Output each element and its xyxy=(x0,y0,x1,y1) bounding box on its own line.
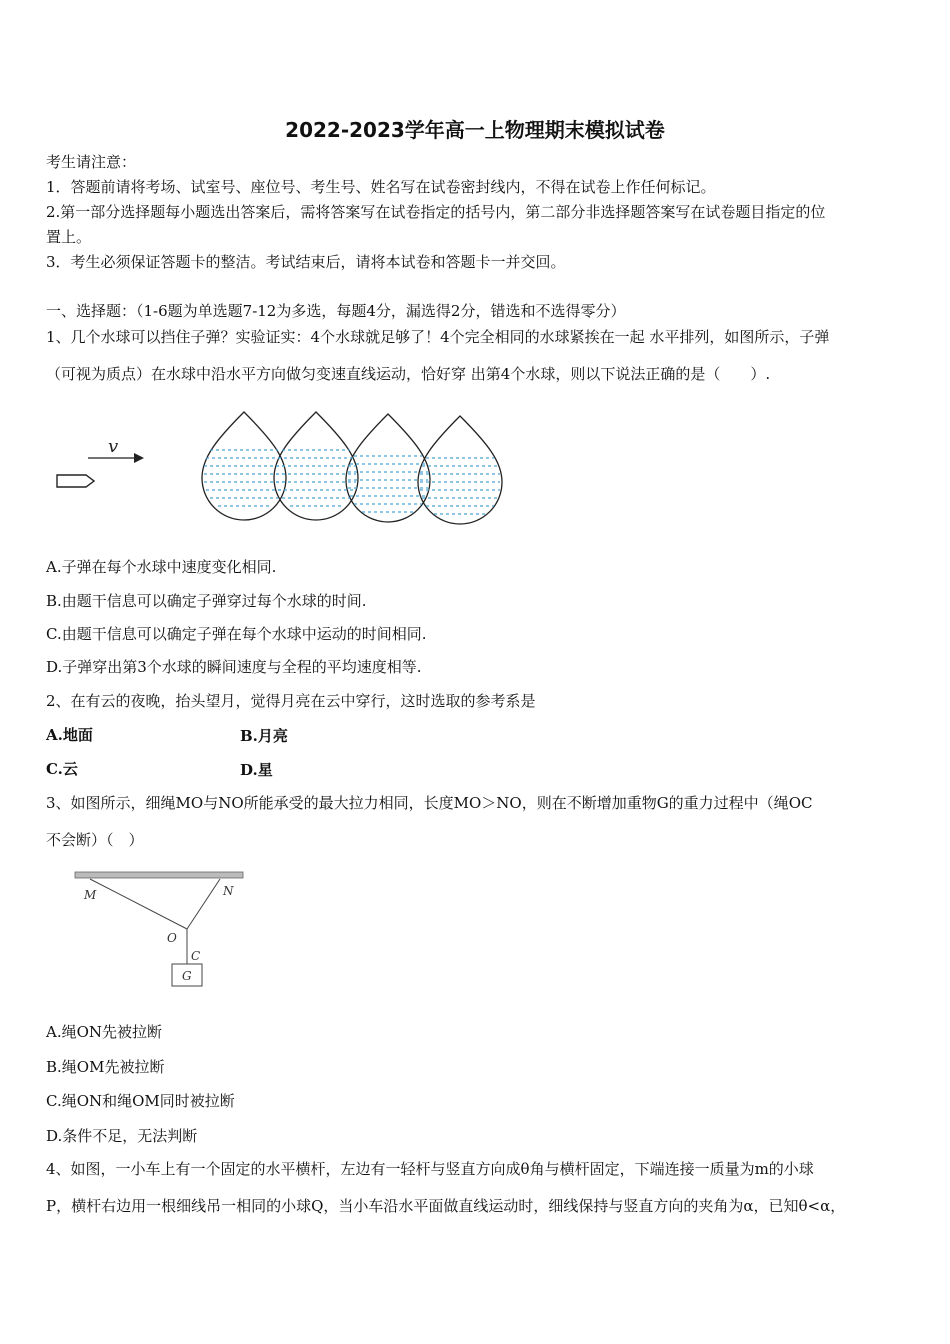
q4-stem-line1: 4、如图，一小车上有一个固定的水平横杆，左边有一轻杆与竖直方向成θ角与横杆固定，下端连接一质量为m的小球 xyxy=(46,1160,814,1178)
label-o: O xyxy=(167,931,177,945)
q3-option-c: C.绳ON和绳OM同时被拉断 xyxy=(46,1092,235,1110)
water-ball-4 xyxy=(418,416,502,524)
q3-stem-line2: 不会断）（ ） xyxy=(46,831,144,849)
water-balls-figure xyxy=(50,400,520,540)
label-g: G xyxy=(182,969,192,983)
q2-option-d: D.星 xyxy=(240,761,273,779)
velocity-arrowhead xyxy=(134,453,144,463)
notice-item-2: 2.第一部分选择题每小题选出答案后，需将答案写在试卷指定的括号内，第二部分非选择题答案写在试卷题目指定的位 xyxy=(46,203,826,221)
q3-option-b: B.绳OM先被拉断 xyxy=(46,1058,165,1076)
label-c: C xyxy=(191,949,201,963)
water-ball-3 xyxy=(346,414,430,522)
page-title: 2022-2023学年高一上物理期末模拟试卷 xyxy=(285,118,665,142)
q1-option-d: D.子弹穿出第3个水球的瞬间速度与全程的平均速度相等. xyxy=(46,658,422,676)
notice-item-2-cont: 置上。 xyxy=(46,228,92,246)
label-m: M xyxy=(84,888,97,902)
q1-option-b: B.由题干信息可以确定子弹穿过每个水球的时间. xyxy=(46,592,367,610)
q4-stem-line2: P，横杆右边用一根细线吊一相同的小球Q，当小车沿水平面做直线运动时，细线保持与竖直方向的夹角为α，已知θ<α， xyxy=(46,1197,846,1215)
q3-option-a: A.绳ON先被拉断 xyxy=(46,1023,163,1041)
water-ball-1 xyxy=(202,412,286,520)
water-ball-2 xyxy=(274,412,358,520)
ceiling xyxy=(75,872,243,878)
rope-mo xyxy=(90,879,187,929)
velocity-label: v xyxy=(108,436,119,457)
notice-item-1: 1．答题前请将考场、试室号、座位号、考生号、姓名写在试卷密封线内，不得在试卷上作任何标记。 xyxy=(46,178,716,196)
q3-stem-line1: 3、如图所示，细绳MO与NO所能承受的最大拉力相同，长度MO＞NO，则在不断增加重物G的重力过程中（绳OC xyxy=(46,794,813,812)
notice-heading: 考生请注意： xyxy=(46,153,137,171)
q2-option-b: B.月亮 xyxy=(240,727,288,745)
notice-item-3: 3．考生必须保证答题卡的整洁。考试结束后，请将本试卷和答题卡一并交回。 xyxy=(46,253,566,271)
bullet xyxy=(57,475,94,487)
section-heading: 一、选择题：（1-6题为单选题7-12为多选，每题4分，漏选得2分，错选和不选得零分） xyxy=(46,302,626,320)
q1-stem-line2: （可视为质点）在水球中沿水平方向做匀变速直线运动，恰好穿 出第4个水球，则以下说法正确的是（ ）. xyxy=(46,365,771,383)
rope-figure xyxy=(70,866,250,996)
q1-option-a: A.子弹在每个水球中速度变化相同. xyxy=(46,558,277,576)
label-n: N xyxy=(223,884,234,898)
q1-option-c: C.由题干信息可以确定子弹在每个水球中运动的时间相同. xyxy=(46,625,427,643)
rope-no xyxy=(187,879,220,929)
q2-option-c: C.云 xyxy=(46,760,78,778)
q3-option-d: D.条件不足，无法判断 xyxy=(46,1127,198,1145)
water-lines xyxy=(204,450,500,514)
q2-stem: 2、在有云的夜晚，抬头望月，觉得月亮在云中穿行，这时选取的参考系是 xyxy=(46,692,536,710)
q2-option-a: A.地面 xyxy=(46,726,93,744)
q1-stem-line1: 1、几个水球可以挡住子弹？实验证实：4个水球就足够了！4个完全相同的水球紧挨在一起 水平排列，如图所示，子弹 xyxy=(46,328,830,346)
